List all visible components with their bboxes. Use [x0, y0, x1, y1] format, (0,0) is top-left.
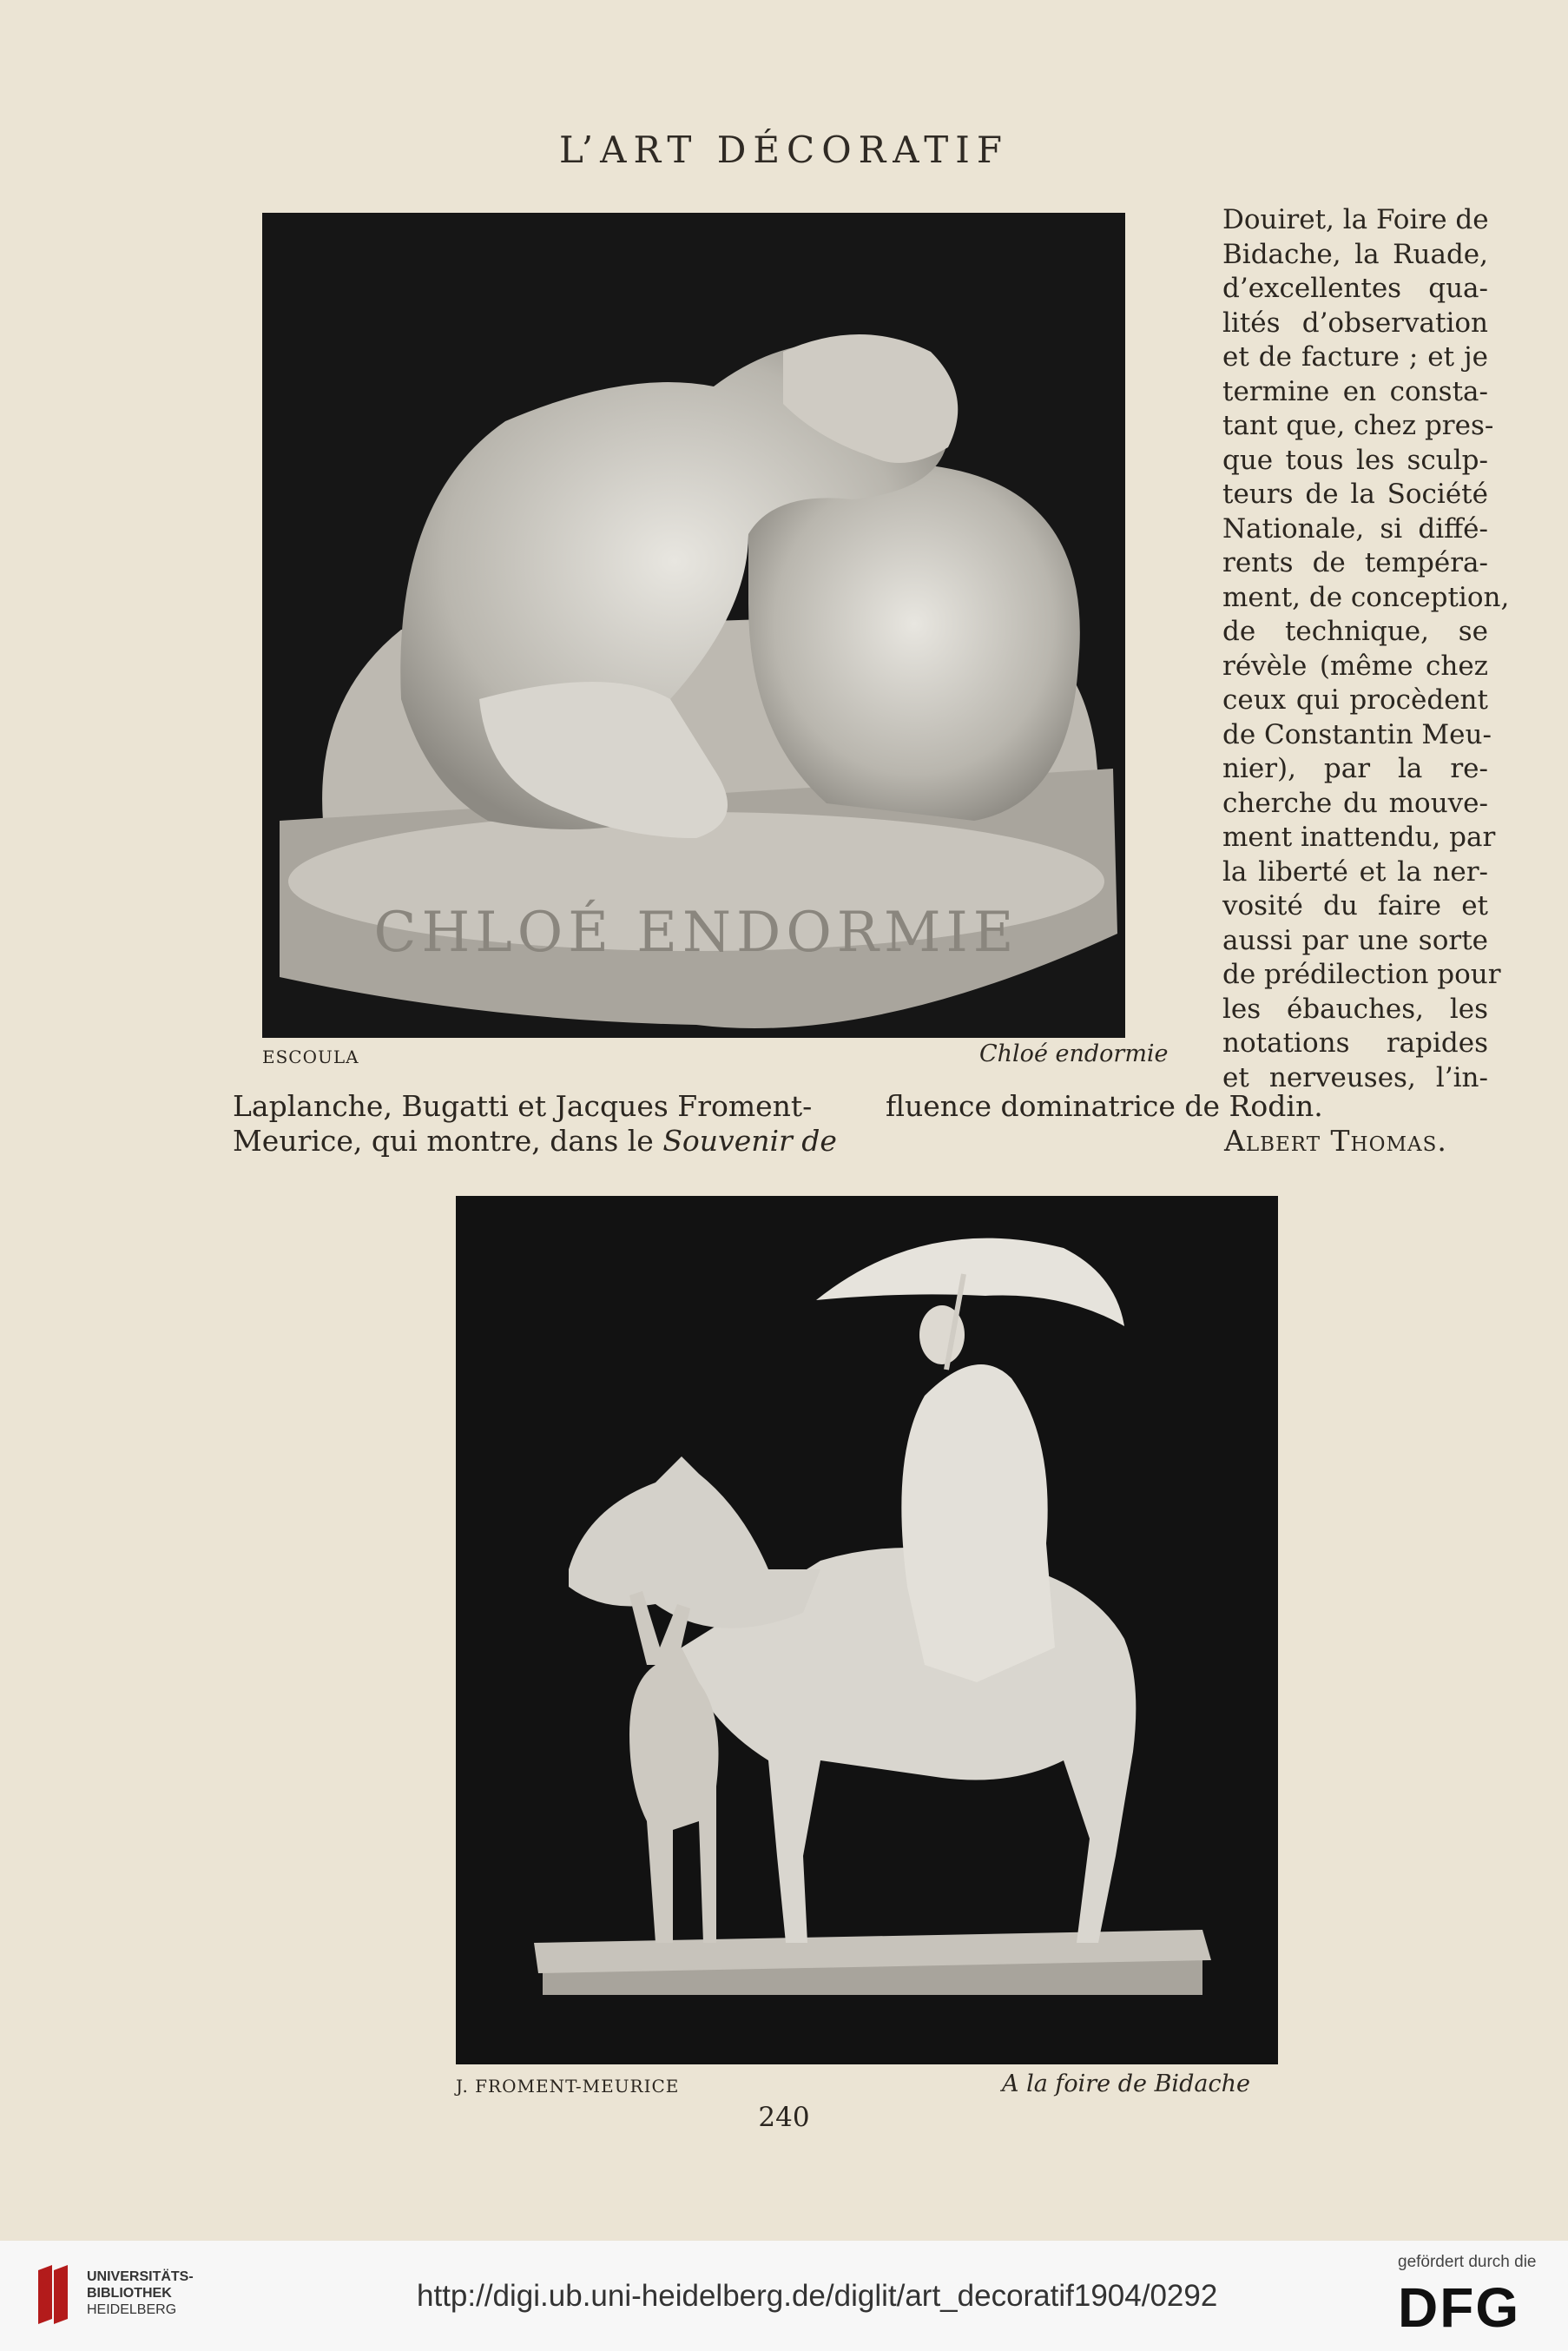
side-column-line: de technique, se [1222, 616, 1488, 647]
body-line-left-2-text: Meurice, qui montre, dans le [233, 1124, 663, 1158]
sculpture-illustration [262, 213, 1125, 1038]
author-signature: Albert Thomas. [1224, 1124, 1447, 1158]
base-inscription: CHLOÉ ENDORMIE [373, 901, 1019, 965]
side-column-line: nier), par la re- [1222, 753, 1488, 784]
sculpture-photo-bidache [456, 1196, 1278, 2064]
library-logo-icon [35, 2263, 73, 2328]
sculpture-photo-chloe [262, 213, 1125, 1038]
side-column-line: révèle (même chez [1222, 650, 1488, 682]
side-column-line: la liberté et la ner- [1222, 855, 1488, 888]
side-column-line: Nationale, si diffé- [1222, 512, 1488, 545]
body-line-left-2 [233, 1124, 837, 1159]
side-column-line: ment, de conception, [1222, 581, 1510, 613]
figure1-title-caption: Chloé endormie [979, 1040, 1169, 1067]
side-column-line: de Constantin Meu- [1222, 718, 1492, 750]
funding-note: gefördert durch die [1398, 2253, 1537, 2271]
side-column-line: notations rapides [1222, 1027, 1488, 1059]
side-column-line: que tous les sculp- [1222, 444, 1488, 476]
figure2-artist-caption: J. FROMENT-MEURICE [456, 2076, 680, 2097]
side-column-line: teurs de la Société [1222, 479, 1488, 510]
digitization-footer [0, 2241, 1568, 2351]
side-column-line: et de facture ; et je [1222, 341, 1488, 373]
side-column-text [1222, 203, 1510, 1095]
page-number: 240 [758, 2102, 810, 2133]
side-column-line: et nerveuses, l’in- [1222, 1061, 1488, 1093]
side-column-line: cherche du mouve- [1222, 787, 1488, 819]
side-column-line: d’excellentes qua- [1222, 273, 1488, 304]
side-column-line: rents de tempéra- [1222, 547, 1488, 578]
side-column-line: lités d’observation [1222, 307, 1488, 339]
library-name-line1: UNIVERSITÄTS- [87, 2269, 194, 2284]
sculpture-illustration [456, 1196, 1278, 2064]
figure1-artist-caption: ESCOULA [262, 1047, 359, 1067]
library-name [87, 2268, 194, 2318]
body-line-left-2-italic: Souvenir de [662, 1124, 837, 1158]
side-column-line: de prédilection pour [1222, 959, 1501, 990]
side-column-line: les ébauches, les [1222, 993, 1488, 1025]
body-line-right-1: fluence dominatrice de Rodin. [886, 1089, 1323, 1123]
side-column-line: vosité du faire et [1222, 890, 1488, 921]
library-name-line3: HEIDELBERG [87, 2302, 177, 2317]
side-column-line: termine en consta- [1222, 375, 1488, 407]
side-column-line: aussi par une sorte [1222, 924, 1488, 956]
side-column-line: Bidache, la Ruade, [1222, 238, 1488, 270]
side-column-line: Douiret, la Foire de [1222, 204, 1489, 235]
permalink-url[interactable]: http://digi.ub.uni-heidelberg.de/diglit/art_decoratif1904/0292 [417, 2279, 1218, 2313]
side-column-line: ment inattendu, par [1222, 822, 1496, 853]
side-column-line: tant que, chez pres- [1222, 410, 1494, 441]
library-name-line2: BIBLIOTHEK [87, 2286, 172, 2301]
side-column-line: ceux qui procèdent [1222, 684, 1488, 716]
body-line-left-1: Laplanche, Bugatti et Jacques Froment- [233, 1089, 813, 1123]
figure2-title-caption: A la foire de Bidache [1002, 2070, 1250, 2097]
dfg-logo: DFG [1398, 2276, 1521, 2339]
running-title: L’ART DÉCORATIF [558, 129, 1010, 171]
